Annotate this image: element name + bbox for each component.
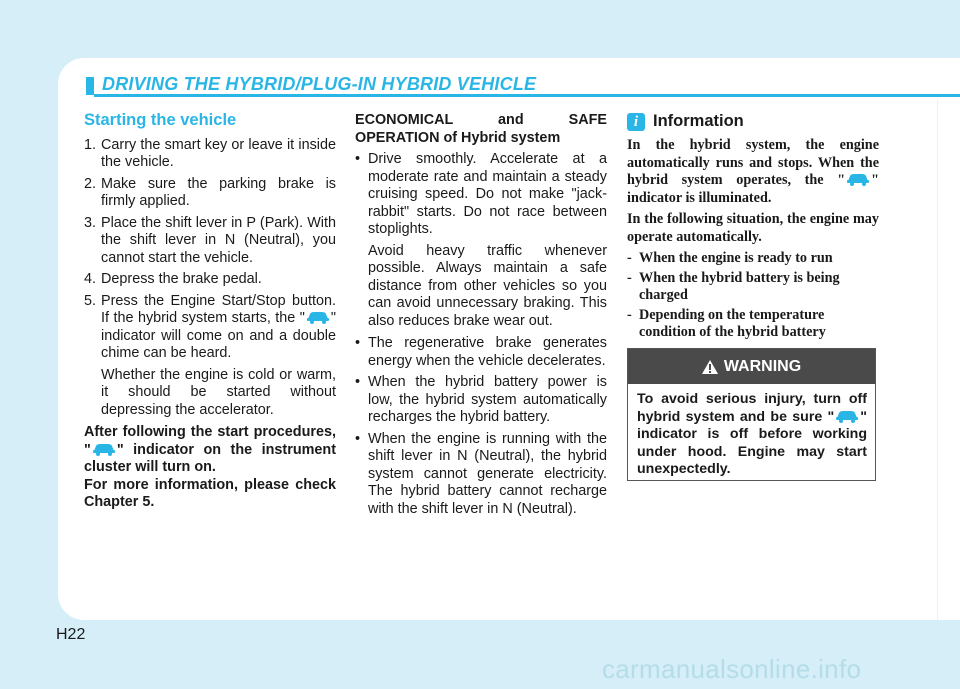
bullet: • [355,151,361,167]
step5-note: Whether the engine is cold or warm, it should be started without depressing the accelerator. [101,366,336,418]
list-item [355,151,607,239]
dash-text: When the engine is ready to run [639,250,833,266]
warning-header [628,349,875,384]
information-body [627,137,879,342]
step-number: 5. [84,292,97,309]
list-item [627,250,879,268]
hybrid-ready-car-icon [305,310,331,324]
section-header-title: DRIVING THE HYBRID/PLUG-IN HYBRID VEHICLE [102,74,537,94]
warning-text-a: To avoid serious injury, turn off hybrid system and be sure " [637,391,867,425]
page-number: H22 [56,626,86,643]
dash: - [627,306,632,323]
warning-box [627,348,876,481]
bullet-text: Drive smoothly. Accelerate at a moderate rate and maintain a steady cruising speed. Do not make "jack-rabbit" starts. Do not race between stoplights. [368,151,607,237]
information-header [627,113,879,131]
step-item [84,215,336,268]
economical-heading: ECONOMICAL and SAFE OPERATION of Hybrid system [355,112,607,146]
bullet-text: When the hybrid battery power is low, the hybrid system automatically recharges the hybrid battery. [368,374,607,425]
info-text-b: " indicator is illuminated. [627,172,879,206]
step-number: 1. [84,136,97,153]
bullet: • [355,430,361,447]
hybrid-ready-car-icon [834,409,860,423]
information-paragraph: In the following situation, the engine may operate automatically. [627,211,879,245]
starting-vehicle-title: Starting the vehicle [84,111,237,129]
list-item [627,307,879,342]
dash: - [627,269,632,286]
watermark: carmanualsonline.info [602,654,862,684]
bullet: • [355,335,361,351]
step-item [84,271,336,289]
step-number: 3. [84,214,97,231]
info-text-a: In the hybrid system, the engine automatically runs and stops. When the hybrid system operates, the " [627,137,879,188]
list-item [355,335,607,370]
step-text: Carry the smart key or leave it inside the vehicle. [101,136,336,170]
list-item [627,270,879,305]
step-number: 4. [84,271,97,287]
step-text: Make sure the parking brake is firmly applied. [101,175,336,209]
information-section [627,113,879,344]
dash-text: Depending on the temperature condition of the hybrid battery [639,306,826,340]
bullet-text: When the engine is running with the shift lever in N (Neutral), the hybrid system cannot generate electricity. The hybrid battery cannot recharge with the shift lever in N (Neutral). [368,430,607,517]
information-paragraph [627,137,879,207]
warning-triangle-icon [702,360,718,374]
step-item [84,176,336,211]
hybrid-ready-car-icon [845,172,871,186]
header-underline [94,94,960,97]
warning-text-b: " indicator is off before working under hood. Engine may start unexpectedly. [637,408,867,477]
warning-text [628,384,875,479]
bullet: • [355,374,361,390]
page-edge-divider [937,100,938,620]
bullet-text: The regenerative brake generates energy when the vehicle decelerates. [368,335,607,369]
header-accent-bar [86,77,94,95]
information-title: Information [653,112,744,131]
step-text: Depress the brake pedal. [101,271,262,287]
dash: - [627,250,632,266]
step-number: 2. [84,175,97,192]
step5-text-b: " indicator will come on and a double chime can be heard. [101,310,336,361]
warning-label: WARNING [723,357,802,375]
column-starting-vehicle [84,112,336,512]
hybrid-ready-car-icon [91,442,117,456]
chapter-reference: For more information, please check Chapter 5. [84,476,336,510]
column-economical-operation [355,112,607,522]
step-item [84,293,336,363]
step-item [84,137,336,172]
step5-text-a: Press the Engine Start/Stop button. If the hybrid system starts, the " [101,292,336,326]
information-icon: i [627,113,645,131]
list-item [355,374,607,427]
list-item [355,431,607,519]
dash-text: When the hybrid battery is being charged [639,269,840,303]
bullet-sub-text: Avoid heavy traffic whenever possible. Always maintain a safe distance from other vehicles so you can avoid unnecessary braking. This also reduces brake wear out. [368,242,607,329]
after-text-a: After following the start procedures, " [84,424,336,458]
step-text: Place the shift lever in P (Park). With the shift lever in N (Neutral), you cannot start the vehicle. [101,214,336,266]
after-text-b: " indicator on the instrument cluster will turn on. [84,441,336,475]
step-text [101,293,336,363]
after-start-text [84,424,336,477]
